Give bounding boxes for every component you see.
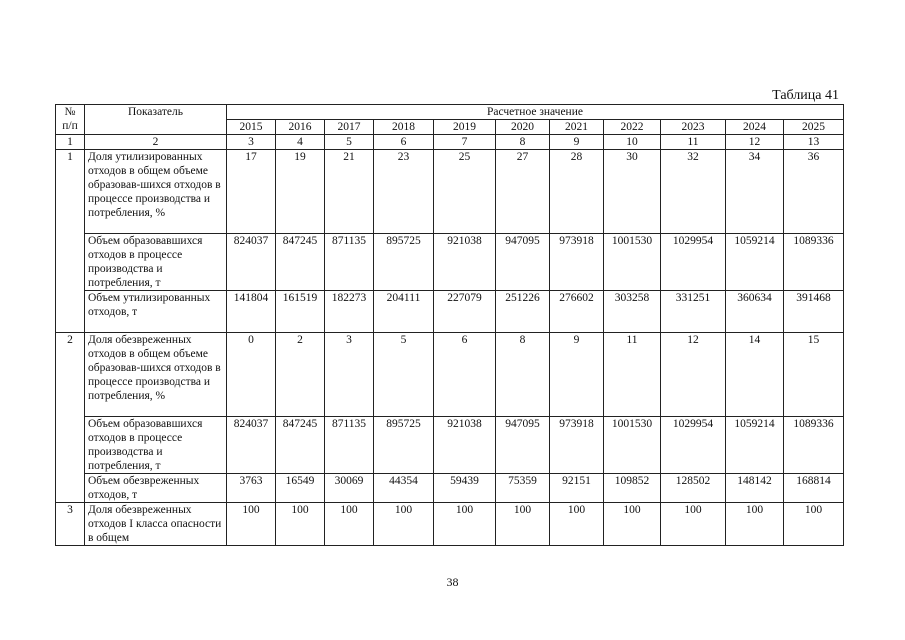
row-number: 3	[56, 503, 85, 546]
value-cell: 0	[227, 333, 276, 417]
indicator-label: Объем образовавшихся отходов в процессе производства и потребления, т	[85, 234, 227, 291]
value-cell: 1089336	[784, 417, 844, 474]
value-cell: 168814	[784, 474, 844, 503]
value-cell: 100	[496, 503, 550, 546]
value-cell: 1029954	[661, 417, 726, 474]
column-number: 6	[374, 135, 434, 150]
value-cell: 895725	[374, 234, 434, 291]
year-header: 2023	[661, 120, 726, 135]
year-header: 2021	[550, 120, 604, 135]
indicator-label: Доля обезвреженных отходов I класса опасности в общем	[85, 503, 227, 546]
year-header: 2015	[227, 120, 276, 135]
column-number: 11	[661, 135, 726, 150]
value-cell: 100	[661, 503, 726, 546]
indicator-label: Объем образовавшихся отходов в процессе производства и потребления, т	[85, 417, 227, 474]
value-cell: 92151	[550, 474, 604, 503]
value-cell: 100	[434, 503, 496, 546]
column-numbers-row	[56, 135, 844, 150]
value-cell: 100	[726, 503, 784, 546]
year-header: 2017	[325, 120, 374, 135]
value-cell: 36	[784, 150, 844, 234]
table-row	[56, 474, 844, 503]
value-cell: 12	[661, 333, 726, 417]
value-cell: 276602	[550, 291, 604, 333]
column-number: 7	[434, 135, 496, 150]
column-number: 2	[85, 135, 227, 150]
value-cell: 3	[325, 333, 374, 417]
value-cell: 871135	[325, 234, 374, 291]
table-row	[56, 150, 844, 234]
value-cell: 148142	[726, 474, 784, 503]
value-cell: 1089336	[784, 234, 844, 291]
value-cell: 59439	[434, 474, 496, 503]
value-cell: 204111	[374, 291, 434, 333]
table-row	[56, 291, 844, 333]
header-num: № п/п	[56, 105, 85, 135]
value-cell: 14	[726, 333, 784, 417]
value-cell: 391468	[784, 291, 844, 333]
value-cell: 227079	[434, 291, 496, 333]
value-cell: 6	[434, 333, 496, 417]
value-cell: 34	[726, 150, 784, 234]
page-number: 38	[446, 575, 459, 589]
value-cell: 895725	[374, 417, 434, 474]
column-number: 12	[726, 135, 784, 150]
year-header: 2016	[276, 120, 325, 135]
value-cell: 251226	[496, 291, 550, 333]
header-calc: Расчетное значение	[227, 105, 844, 120]
value-cell: 27	[496, 150, 550, 234]
column-number: 5	[325, 135, 374, 150]
value-cell: 19	[276, 150, 325, 234]
value-cell: 182273	[325, 291, 374, 333]
value-cell: 100	[325, 503, 374, 546]
year-header: 2025	[784, 120, 844, 135]
value-cell: 331251	[661, 291, 726, 333]
column-number: 9	[550, 135, 604, 150]
value-cell: 1059214	[726, 417, 784, 474]
value-cell: 5	[374, 333, 434, 417]
column-number: 8	[496, 135, 550, 150]
value-cell: 21	[325, 150, 374, 234]
header-indicator: Показатель	[85, 105, 227, 135]
value-cell: 847245	[276, 417, 325, 474]
value-cell: 824037	[227, 234, 276, 291]
table-body	[56, 105, 844, 546]
value-cell: 32	[661, 150, 726, 234]
year-header: 2019	[434, 120, 496, 135]
value-cell: 973918	[550, 234, 604, 291]
value-cell: 100	[374, 503, 434, 546]
value-cell: 30069	[325, 474, 374, 503]
indicator-label: Объем обезвреженных отходов, т	[85, 474, 227, 503]
value-cell: 25	[434, 150, 496, 234]
indicator-label: Доля утилизированных отходов в общем объеме образовав-шихся отходов в процессе производства и потребления, %	[85, 150, 227, 234]
indicator-label: Объем утилизированных отходов, т	[85, 291, 227, 333]
value-cell: 1059214	[726, 234, 784, 291]
value-cell: 28	[550, 150, 604, 234]
value-cell: 973918	[550, 417, 604, 474]
table-row	[56, 503, 844, 546]
year-header: 2018	[374, 120, 434, 135]
value-cell: 303258	[604, 291, 661, 333]
column-number: 1	[56, 135, 85, 150]
value-cell: 100	[784, 503, 844, 546]
table-caption: Таблица 41	[772, 88, 839, 103]
year-header: 2022	[604, 120, 661, 135]
value-cell: 824037	[227, 417, 276, 474]
table-row	[56, 417, 844, 474]
value-cell: 109852	[604, 474, 661, 503]
value-cell: 8	[496, 333, 550, 417]
value-cell: 100	[227, 503, 276, 546]
column-number: 3	[227, 135, 276, 150]
value-cell: 11	[604, 333, 661, 417]
value-cell: 100	[550, 503, 604, 546]
value-cell: 100	[276, 503, 325, 546]
value-cell: 44354	[374, 474, 434, 503]
value-cell: 16549	[276, 474, 325, 503]
value-cell: 75359	[496, 474, 550, 503]
value-cell: 23	[374, 150, 434, 234]
value-cell: 921038	[434, 417, 496, 474]
value-cell: 947095	[496, 417, 550, 474]
indicator-label: Доля обезвреженных отходов в общем объеме образовав-шихся отходов в процессе производства и потребления, %	[85, 333, 227, 417]
column-number: 4	[276, 135, 325, 150]
value-cell: 871135	[325, 417, 374, 474]
value-cell: 847245	[276, 234, 325, 291]
value-cell: 9	[550, 333, 604, 417]
value-cell: 1001530	[604, 234, 661, 291]
value-cell: 1001530	[604, 417, 661, 474]
table-row	[56, 333, 844, 417]
value-cell: 2	[276, 333, 325, 417]
value-cell: 360634	[726, 291, 784, 333]
header-row	[56, 105, 844, 120]
value-cell: 3763	[227, 474, 276, 503]
value-cell: 17	[227, 150, 276, 234]
value-cell: 15	[784, 333, 844, 417]
value-cell: 161519	[276, 291, 325, 333]
column-number: 10	[604, 135, 661, 150]
value-cell: 100	[604, 503, 661, 546]
table-row	[56, 234, 844, 291]
value-cell: 921038	[434, 234, 496, 291]
indicators-table	[55, 104, 844, 546]
year-header: 2020	[496, 120, 550, 135]
value-cell: 947095	[496, 234, 550, 291]
value-cell: 141804	[227, 291, 276, 333]
value-cell: 1029954	[661, 234, 726, 291]
row-number: 1	[56, 150, 85, 333]
row-number: 2	[56, 333, 85, 503]
column-number: 13	[784, 135, 844, 150]
value-cell: 128502	[661, 474, 726, 503]
value-cell: 30	[604, 150, 661, 234]
year-header: 2024	[726, 120, 784, 135]
